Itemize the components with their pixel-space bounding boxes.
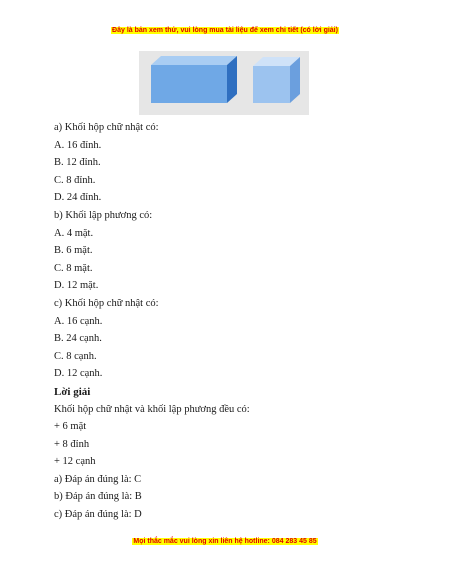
question-b-prompt: b) Khối lập phương có: bbox=[54, 210, 153, 221]
cuboid-top-face bbox=[151, 56, 237, 65]
question-c-option-c: C. 8 cạnh. bbox=[54, 351, 97, 362]
solution-fact-edges: + 12 cạnh bbox=[54, 456, 96, 467]
question-b-option-b: B. 6 mặt. bbox=[54, 245, 93, 256]
solution-fact-vertices: + 8 đỉnh bbox=[54, 439, 90, 450]
cuboid-cube-icon bbox=[139, 51, 309, 115]
answer-a: a) Đáp án đúng là: C bbox=[54, 474, 142, 485]
question-a-option-a: A. 16 đỉnh. bbox=[54, 140, 102, 151]
question-b-option-d: D. 12 mặt. bbox=[54, 280, 99, 291]
solution-intro: Khối hộp chữ nhật và khối lập phương đều có: bbox=[54, 404, 250, 415]
preview-notice-text: Đây là bản xem thử, vui lòng mua tài liệu để xem chi tiết (có lời giải) bbox=[112, 27, 338, 34]
question-c-prompt: c) Khối hộp chữ nhật có: bbox=[54, 298, 159, 309]
cuboid-front-face bbox=[151, 65, 227, 103]
question-a-prompt: a) Khối hộp chữ nhật có: bbox=[54, 122, 159, 133]
question-c-option-a: A. 16 cạnh. bbox=[54, 316, 103, 327]
cube-front-face bbox=[253, 66, 290, 103]
question-a-option-c: C. 8 đỉnh. bbox=[54, 175, 96, 186]
preview-notice-banner bbox=[0, 27, 450, 34]
question-a-option-d: D. 24 đỉnh. bbox=[54, 192, 102, 203]
solution-heading: Lời giải bbox=[54, 386, 91, 398]
hotline-text: Mọi thắc mắc vui lòng xin liên hệ hotline: 084 283 45 85 bbox=[133, 538, 317, 545]
question-c-option-d: D. 12 cạnh. bbox=[54, 368, 103, 379]
hotline-banner bbox=[0, 538, 450, 545]
question-b-option-a: A. 4 mặt. bbox=[54, 228, 94, 239]
question-c-option-b: B. 24 cạnh. bbox=[54, 333, 102, 344]
question-a-option-b: B. 12 đỉnh. bbox=[54, 157, 101, 168]
solution-fact-faces: + 6 mặt bbox=[54, 421, 87, 432]
question-b-option-c: C. 8 mặt. bbox=[54, 263, 93, 274]
answer-c: c) Đáp án đúng là: D bbox=[54, 509, 142, 520]
answer-b: b) Đáp án đúng là: B bbox=[54, 491, 142, 502]
cuboid-and-cube-figure bbox=[139, 51, 309, 115]
